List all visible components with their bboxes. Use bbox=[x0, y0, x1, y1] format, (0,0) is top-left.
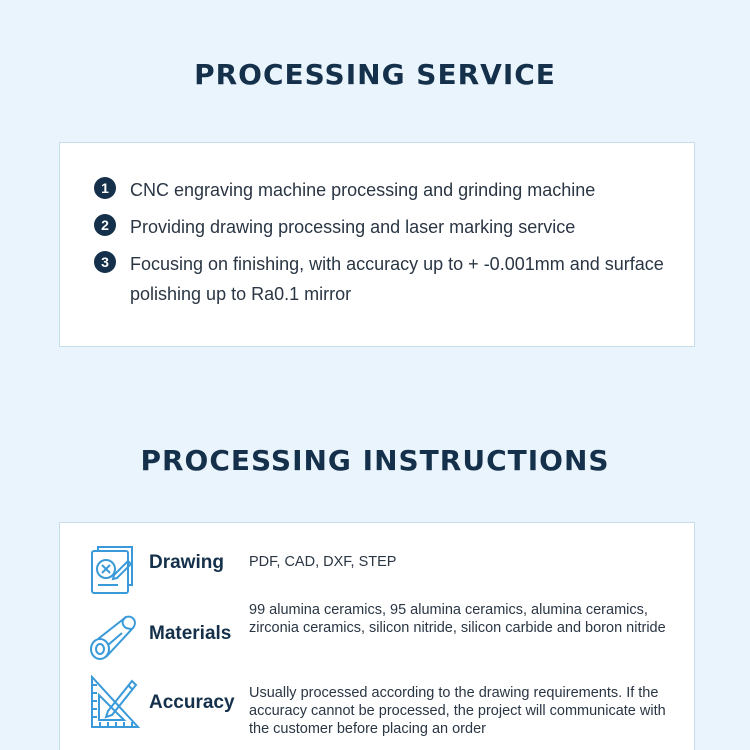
row-label: Materials bbox=[149, 623, 232, 644]
number-badge: 2 bbox=[94, 214, 116, 236]
accuracy-icon bbox=[88, 675, 140, 736]
service-card bbox=[59, 142, 695, 347]
service-item-text: Providing drawing processing and laser marking service bbox=[130, 217, 576, 237]
row-description: 99 alumina ceramics, 95 alumina ceramics, alumina ceramics, zirconia ceramics, silicon nitride, silicon carbide and boron nitride bbox=[249, 602, 666, 636]
processing-instructions-title: PROCESSING INSTRUCTIONS bbox=[140, 444, 610, 477]
instructions-card bbox=[59, 522, 695, 750]
service-item bbox=[94, 175, 670, 205]
row-description: PDF, CAD, DXF, STEP bbox=[249, 554, 397, 570]
number-badge: 3 bbox=[94, 251, 116, 273]
materials-icon bbox=[88, 615, 138, 666]
number-badge: 1 bbox=[94, 177, 116, 199]
service-item-text: Focusing on finishing, with accuracy up to + -0.001mm and surface polishing up to Ra0.1 mirror bbox=[130, 254, 664, 304]
service-item bbox=[94, 212, 670, 242]
row-label: Accuracy bbox=[149, 692, 235, 713]
processing-service-title: PROCESSING SERVICE bbox=[194, 58, 556, 91]
drawing-icon bbox=[88, 545, 136, 602]
row-description: Usually processed according to the drawing requirements. If the accuracy cannot be processed, the project will communicate with the customer before placing an order bbox=[249, 685, 666, 737]
service-item-text: CNC engraving machine processing and grinding machine bbox=[130, 180, 596, 200]
row-label: Drawing bbox=[149, 552, 224, 573]
service-item bbox=[94, 249, 670, 309]
